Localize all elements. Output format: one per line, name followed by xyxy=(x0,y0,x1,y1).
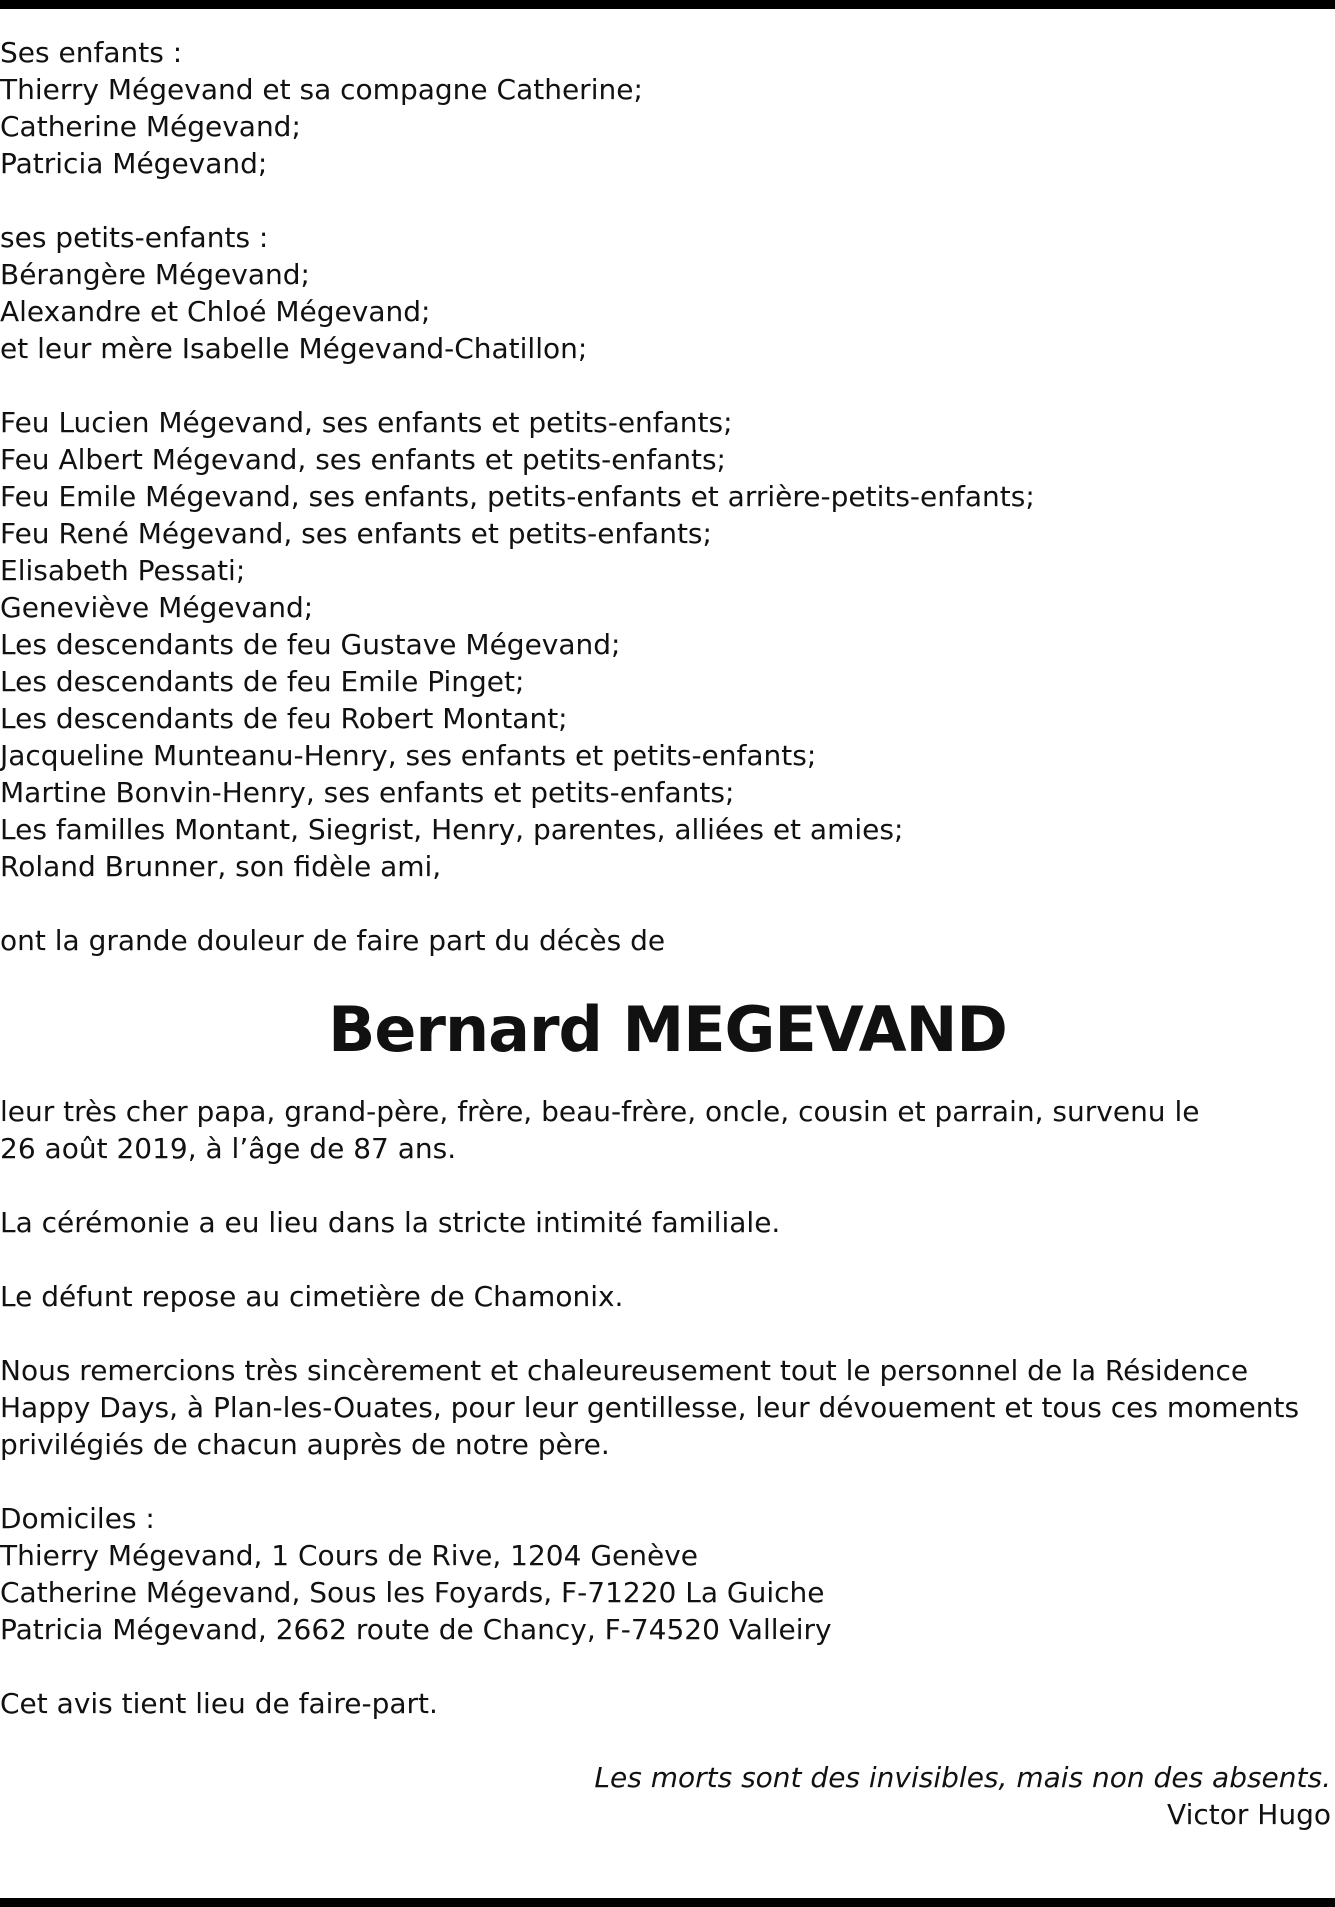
top-rule xyxy=(0,0,1335,9)
spacer xyxy=(0,1463,1335,1500)
announcement-text: ont la grande douleur de faire part du décès de xyxy=(0,924,666,957)
quote-text: Les morts sont des invisibles, mais non des absents. xyxy=(594,1761,1331,1794)
relative-line: Jacqueline Munteanu-Henry, ses enfants et petits-enfants; xyxy=(0,739,817,772)
spacer xyxy=(0,1167,1335,1204)
spacer xyxy=(0,1241,1335,1278)
children-heading: Ses enfants : xyxy=(0,36,183,69)
grandchild-line: Alexandre et Chloé Mégevand; xyxy=(0,295,431,328)
relative-line: Roland Brunner, son fidèle ami, xyxy=(0,850,442,883)
domiciles-heading: Domiciles : xyxy=(0,1502,155,1535)
relative-line: Feu Albert Mégevand, ses enfants et petits-enfants; xyxy=(0,443,726,476)
thanks-line: Happy Days, à Plan-les-Ouates, pour leur gentillesse, leur dévouement et tous ces moments xyxy=(0,1391,1300,1424)
grandchildren-heading: ses petits-enfants : xyxy=(0,221,269,254)
relative-line: Les familles Montant, Siegrist, Henry, parentes, alliées et amies; xyxy=(0,813,904,846)
spacer xyxy=(0,1315,1335,1352)
thanks-line: Nous remercions très sincèrement et chaleureusement tout le personnel de la Résidence xyxy=(0,1354,1249,1387)
burial-text: Le défunt repose au cimetière de Chamonix. xyxy=(0,1280,624,1313)
spacer xyxy=(0,1648,1335,1685)
relative-line: Les descendants de feu Robert Montant; xyxy=(0,702,568,735)
notice-note: Cet avis tient lieu de faire-part. xyxy=(0,1687,438,1720)
relative-line: Elisabeth Pessati; xyxy=(0,554,246,587)
relative-line: Feu René Mégevand, ses enfants et petits-enfants; xyxy=(0,517,712,550)
spacer xyxy=(0,1722,1335,1759)
relative-line: Feu Lucien Mégevand, ses enfants et petits-enfants; xyxy=(0,406,733,439)
bottom-rule xyxy=(0,1898,1335,1907)
relative-line: Martine Bonvin-Henry, ses enfants et petits-enfants; xyxy=(0,776,735,809)
relative-line: Les descendants de feu Emile Pinget; xyxy=(0,665,525,698)
grandchild-line: Bérangère Mégevand; xyxy=(0,258,310,291)
domicile-line: Thierry Mégevand, 1 Cours de Rive, 1204 Genève xyxy=(0,1539,699,1572)
domicile-line: Patricia Mégevand, 2662 route de Chancy, F-74520 Valleiry xyxy=(0,1613,832,1646)
relative-line: Les descendants de feu Gustave Mégevand; xyxy=(0,628,621,661)
ceremony-text: La cérémonie a eu lieu dans la stricte intimité familiale. xyxy=(0,1206,781,1239)
grandchild-line: et leur mère Isabelle Mégevand-Chatillon; xyxy=(0,332,588,365)
spacer xyxy=(0,885,1335,922)
description-line: 26 août 2019, à l’âge de 87 ans. xyxy=(0,1132,457,1165)
domicile-line: Catherine Mégevand, Sous les Foyards, F-71220 La Guiche xyxy=(0,1576,825,1609)
child-line: Thierry Mégevand et sa compagne Catherine; xyxy=(0,73,643,106)
death-notice xyxy=(0,34,1335,1833)
description-line: leur très cher papa, grand-père, frère, beau-frère, oncle, cousin et parrain, survenu le xyxy=(0,1095,1200,1128)
spacer xyxy=(0,182,1335,219)
relative-line: Geneviève Mégevand; xyxy=(0,591,314,624)
quote-author: Victor Hugo xyxy=(1167,1798,1331,1831)
thanks-line: privilégiés de chacun auprès de notre père. xyxy=(0,1428,610,1461)
child-line: Catherine Mégevand; xyxy=(0,110,301,143)
child-line: Patricia Mégevand; xyxy=(0,147,268,180)
spacer xyxy=(0,367,1335,404)
relative-line: Feu Emile Mégevand, ses enfants, petits-enfants et arrière-petits-enfants; xyxy=(0,480,1035,513)
deceased-name: Bernard MEGEVAND xyxy=(328,993,1007,1066)
